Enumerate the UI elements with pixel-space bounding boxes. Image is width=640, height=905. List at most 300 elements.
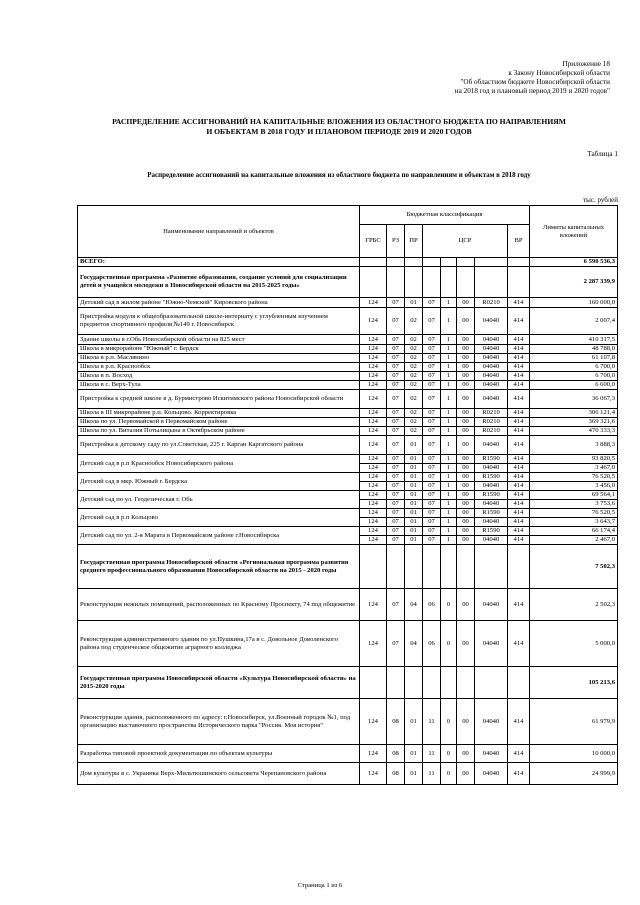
row-amount: 3 888,3 [530, 436, 618, 455]
code-grbs: 124 [360, 354, 387, 363]
header-name: Наименование направлений и объектов [78, 206, 360, 258]
table-row [78, 354, 618, 363]
code-vr [508, 267, 530, 298]
row-amount: 3 753,6 [530, 500, 618, 509]
code-grbs: 124 [360, 518, 387, 527]
code-c3 [457, 667, 475, 699]
code-c2: 0 [441, 763, 457, 785]
budget-table [77, 205, 618, 785]
code-c2: 1 [441, 527, 457, 536]
table-row [78, 298, 618, 308]
code-vr: 414 [508, 482, 530, 491]
header-vr: ВР [508, 225, 530, 258]
row-name: Детский сад по ул. 2-я Марата в Первомайском районе г.Новосибирска [78, 527, 360, 545]
code-vr: 414 [508, 409, 530, 418]
code-c3: 00 [457, 509, 475, 518]
code-vr [508, 667, 530, 699]
table-row [78, 381, 618, 390]
table-row [78, 308, 618, 335]
code-c3: 00 [457, 345, 475, 354]
code-c1 [423, 267, 441, 298]
code-c3: 00 [457, 381, 475, 390]
code-c3: 00 [457, 409, 475, 418]
code-c1: 07 [423, 390, 441, 409]
code-pr: 02 [405, 418, 423, 427]
row-amount: 2 287 339,9 [530, 267, 618, 298]
code-c1: 07 [423, 455, 441, 464]
code-vr [508, 258, 530, 267]
code-c2: 1 [441, 464, 457, 473]
code-vr: 414 [508, 464, 530, 473]
row-amount: 3 643,7 [530, 518, 618, 527]
row-name: Детский сад в р.п Краснообск Новосибирского района [78, 455, 360, 473]
row-name: Школа в р.п. Краснообск [78, 363, 360, 372]
code-rz: 07 [387, 298, 405, 308]
code-c1: 07 [423, 354, 441, 363]
code-grbs: 124 [360, 473, 387, 482]
code-rz [387, 545, 405, 589]
code-c4: R1590 [475, 473, 508, 482]
code-c1: 07 [423, 482, 441, 491]
code-c2: 1 [441, 345, 457, 354]
code-pr [405, 667, 423, 699]
code-c4: 04040 [475, 308, 508, 335]
code-c2: 1 [441, 363, 457, 372]
code-c2 [441, 267, 457, 298]
code-c2: 1 [441, 536, 457, 545]
row-name: Школа по ул. Виталия Потылицына в Октябрьском районе [78, 427, 360, 436]
code-c1 [423, 667, 441, 699]
table-body [78, 258, 618, 785]
code-pr: 01 [405, 509, 423, 518]
code-c3: 00 [457, 518, 475, 527]
code-c4: 04040 [475, 699, 508, 745]
row-amount: 76 520,5 [530, 473, 618, 482]
table-row [78, 363, 618, 372]
code-c4: 04040 [475, 745, 508, 763]
code-c3: 00 [457, 527, 475, 536]
code-c1: 07 [423, 409, 441, 418]
row-name: ВСЕГО: [78, 258, 360, 267]
code-pr: 02 [405, 409, 423, 418]
header-rz: РЗ [387, 225, 405, 258]
code-c4: R1590 [475, 509, 508, 518]
code-vr: 414 [508, 381, 530, 390]
code-grbs: 124 [360, 390, 387, 409]
code-pr: 01 [405, 482, 423, 491]
code-rz: 07 [387, 589, 405, 621]
row-amount: 24 999,9 [530, 763, 618, 785]
code-c2 [441, 258, 457, 267]
code-rz: 07 [387, 509, 405, 518]
code-rz: 07 [387, 372, 405, 381]
code-grbs: 124 [360, 763, 387, 785]
code-pr: 01 [405, 464, 423, 473]
row-amount: 69 564,1 [530, 491, 618, 500]
header-grbs: ГРБС [360, 225, 387, 258]
header-limits: Лимиты капитальных вложений [530, 206, 618, 258]
code-c3: 00 [457, 455, 475, 464]
code-pr: 01 [405, 745, 423, 763]
code-c2: 1 [441, 372, 457, 381]
row-amount: 306 121,4 [530, 409, 618, 418]
table-row [78, 667, 618, 699]
code-rz: 07 [387, 621, 405, 667]
code-c2: 1 [441, 335, 457, 345]
code-pr: 01 [405, 699, 423, 745]
code-pr: 02 [405, 372, 423, 381]
row-name: Школа в с. Верх-Тула [78, 381, 360, 390]
code-vr: 414 [508, 455, 530, 464]
row-amount: 5 000,0 [530, 621, 618, 667]
code-c3: 00 [457, 536, 475, 545]
code-c4: R1590 [475, 491, 508, 500]
document-title [60, 117, 618, 137]
row-amount: 3 467,0 [530, 464, 618, 473]
code-c3: 00 [457, 482, 475, 491]
table-row [78, 345, 618, 354]
code-pr [405, 267, 423, 298]
code-c3: 00 [457, 491, 475, 500]
code-c4: R1590 [475, 455, 508, 464]
row-amount: 6 600,0 [530, 381, 618, 390]
code-c1: 07 [423, 473, 441, 482]
row-name: Пристройка к средней школе в д. Бурмистрово Искитимского района Новосибирской области [78, 390, 360, 409]
appendix-block [350, 60, 610, 96]
code-c2: 1 [441, 381, 457, 390]
code-c2: 1 [441, 354, 457, 363]
code-c3 [457, 267, 475, 298]
code-c1: 07 [423, 500, 441, 509]
code-pr: 02 [405, 308, 423, 335]
row-name: Детский сад в р.п Кольцово [78, 509, 360, 527]
code-c4: R0210 [475, 298, 508, 308]
code-c3: 00 [457, 372, 475, 381]
code-c1: 11 [423, 699, 441, 745]
code-rz [387, 258, 405, 267]
header-csr: ЦСР [423, 225, 508, 258]
row-amount: 93 820,5 [530, 455, 618, 464]
table-row [78, 621, 618, 667]
code-vr [508, 545, 530, 589]
row-name: Разработка типовой проектной документации по объектам культуры [78, 745, 360, 763]
row-name: Реконструкция административного здания по ул.Пушкина,17а в с. Довольное Доволенского района под студенческое общежитие аграрного колледжа [78, 621, 360, 667]
row-name: Школа по ул. Первомайской в Первомайском районе [78, 418, 360, 427]
code-c4 [475, 667, 508, 699]
code-grbs: 124 [360, 427, 387, 436]
code-c3: 00 [457, 298, 475, 308]
row-amount: 105 213,6 [530, 667, 618, 699]
row-amount: 76 520,5 [530, 509, 618, 518]
code-pr: 01 [405, 518, 423, 527]
code-grbs: 124 [360, 464, 387, 473]
code-grbs: 124 [360, 308, 387, 335]
code-c1: 07 [423, 536, 441, 545]
code-vr: 414 [508, 589, 530, 621]
row-name: Государственная программа «Развитие образования, создание условий для социализации детей и учащейся молодежи в Новосибирской области на 2015-2025 годы» [78, 267, 360, 298]
row-amount: 7 502,3 [530, 545, 618, 589]
row-name: Здание школы в г.Обь Новосибирской области на 825 мест [78, 335, 360, 345]
code-grbs: 124 [360, 436, 387, 455]
row-amount: 2 467,0 [530, 536, 618, 545]
code-c3: 00 [457, 427, 475, 436]
code-vr: 414 [508, 418, 530, 427]
code-pr [405, 258, 423, 267]
code-vr: 414 [508, 354, 530, 363]
code-rz: 07 [387, 418, 405, 427]
row-name: Реконструкция нежилых помещений, расположенных по Красному Проспекту, 74 под общежитие [78, 589, 360, 621]
code-c3: 00 [457, 363, 475, 372]
code-c2: 1 [441, 298, 457, 308]
row-amount: 61 107,8 [530, 354, 618, 363]
table-row [78, 335, 618, 345]
code-rz: 07 [387, 335, 405, 345]
row-amount: 3 456,0 [530, 482, 618, 491]
code-vr: 414 [508, 500, 530, 509]
row-name: Дом культуры в с. Украинка Верх-Мильтюшинского сельсовета Черепановского района [78, 763, 360, 785]
code-rz: 08 [387, 745, 405, 763]
code-rz: 07 [387, 436, 405, 455]
code-c2: 0 [441, 745, 457, 763]
code-vr: 414 [508, 745, 530, 763]
code-c4: 04040 [475, 464, 508, 473]
code-rz: 07 [387, 464, 405, 473]
code-rz: 07 [387, 381, 405, 390]
row-name: Реконструкция здания, расположенного по адресу: г.Новосибирск, ул.Военный городок №1, под организацию выставочного пространства Исторического парка "Россия. Моя история" [78, 699, 360, 745]
code-c4: R0210 [475, 409, 508, 418]
row-amount: 6 590 536,3 [530, 258, 618, 267]
code-pr: 01 [405, 473, 423, 482]
row-amount: 2 502,3 [530, 589, 618, 621]
code-c3 [457, 545, 475, 589]
code-c3: 00 [457, 390, 475, 409]
code-c3: 00 [457, 763, 475, 785]
code-c2: 1 [441, 482, 457, 491]
code-c3: 00 [457, 464, 475, 473]
table-row [78, 473, 618, 482]
code-c2 [441, 545, 457, 589]
title-line-2: И ОБЪЕКТАМ В 2018 ГОДУ И ПЛАНОВОМ ПЕРИОДЕ 2019 И 2020 ГОДОВ [206, 127, 472, 136]
code-vr: 414 [508, 491, 530, 500]
code-pr: 01 [405, 527, 423, 536]
code-c4: 04040 [475, 335, 508, 345]
code-grbs: 124 [360, 418, 387, 427]
code-c2 [441, 667, 457, 699]
code-pr: 02 [405, 363, 423, 372]
code-c1: 07 [423, 418, 441, 427]
code-grbs [360, 267, 387, 298]
code-vr: 414 [508, 363, 530, 372]
code-c1: 07 [423, 436, 441, 455]
row-name: Школа в микрорайоне "Южный" г. Бердск [78, 345, 360, 354]
code-vr: 414 [508, 308, 530, 335]
code-vr: 414 [508, 298, 530, 308]
code-c2: 1 [441, 436, 457, 455]
code-vr: 414 [508, 427, 530, 436]
code-grbs [360, 545, 387, 589]
code-rz: 07 [387, 409, 405, 418]
row-name: Школа в III микрорайоне р.п. Кольцово. Корректировка [78, 409, 360, 418]
code-grbs [360, 258, 387, 267]
code-grbs: 124 [360, 621, 387, 667]
code-c1: 07 [423, 308, 441, 335]
table-row [78, 509, 618, 518]
code-pr: 02 [405, 427, 423, 436]
code-c2: 1 [441, 473, 457, 482]
code-rz: 07 [387, 363, 405, 372]
code-vr: 414 [508, 527, 530, 536]
code-rz: 08 [387, 763, 405, 785]
code-c4: 04040 [475, 363, 508, 372]
code-rz: 07 [387, 427, 405, 436]
code-pr: 01 [405, 536, 423, 545]
table-row [78, 763, 618, 785]
code-c3: 00 [457, 589, 475, 621]
code-grbs: 124 [360, 298, 387, 308]
code-pr: 04 [405, 589, 423, 621]
code-grbs: 124 [360, 491, 387, 500]
code-c2: 1 [441, 518, 457, 527]
code-c2: 1 [441, 390, 457, 409]
table-row [78, 589, 618, 621]
code-vr: 414 [508, 518, 530, 527]
code-vr: 414 [508, 345, 530, 354]
code-grbs: 124 [360, 409, 387, 418]
code-c4: R1590 [475, 527, 508, 536]
code-grbs: 124 [360, 527, 387, 536]
code-pr: 01 [405, 298, 423, 308]
code-c4: 04040 [475, 354, 508, 363]
appendix-line-1: Приложение 18 [562, 60, 610, 68]
code-rz: 07 [387, 308, 405, 335]
code-rz: 08 [387, 699, 405, 745]
page-footer: Страница 1 из 6 [297, 882, 343, 889]
units-label: тыс. рублей [583, 196, 618, 204]
code-c1: 11 [423, 763, 441, 785]
row-amount: 410 317,5 [530, 335, 618, 345]
code-c2: 1 [441, 509, 457, 518]
code-c2: 1 [441, 427, 457, 436]
code-rz: 07 [387, 536, 405, 545]
row-amount: 36 067,3 [530, 390, 618, 409]
table-row [78, 545, 618, 589]
code-c2: 0 [441, 589, 457, 621]
code-grbs: 124 [360, 345, 387, 354]
code-vr: 414 [508, 509, 530, 518]
code-c3: 00 [457, 500, 475, 509]
row-name: Детский сад в мкр. Южный г. Бердска [78, 473, 360, 491]
table-subtitle: Распределение ассигнований на капитальные вложения из областного бюджета по направлениям и объектам в 2018 году [147, 171, 531, 179]
code-rz [387, 267, 405, 298]
code-c1: 11 [423, 745, 441, 763]
code-c1: 07 [423, 335, 441, 345]
row-amount: 6 700,0 [530, 372, 618, 381]
code-rz: 07 [387, 518, 405, 527]
row-amount: 160 000,0 [530, 298, 618, 308]
code-c4: 04040 [475, 482, 508, 491]
table-header [78, 206, 618, 258]
code-vr: 414 [508, 473, 530, 482]
code-rz: 07 [387, 482, 405, 491]
code-c1: 07 [423, 518, 441, 527]
appendix-line-2: к Закону Новосибирской области [508, 69, 610, 77]
code-grbs: 124 [360, 509, 387, 518]
row-name: Школа в р.п. Маслянино [78, 354, 360, 363]
code-c1: 07 [423, 527, 441, 536]
code-grbs: 124 [360, 455, 387, 464]
code-vr: 414 [508, 436, 530, 455]
code-c1: 06 [423, 621, 441, 667]
code-c1: 07 [423, 345, 441, 354]
code-c4 [475, 545, 508, 589]
code-vr: 414 [508, 390, 530, 409]
code-c4 [475, 267, 508, 298]
code-grbs: 124 [360, 745, 387, 763]
code-rz: 07 [387, 473, 405, 482]
code-c3: 00 [457, 473, 475, 482]
code-c2: 1 [441, 418, 457, 427]
code-rz: 07 [387, 527, 405, 536]
code-c4: 04040 [475, 763, 508, 785]
row-amount: 48 788,0 [530, 345, 618, 354]
code-pr: 02 [405, 345, 423, 354]
row-name: Школа в п. Восход [78, 372, 360, 381]
code-c3: 00 [457, 699, 475, 745]
code-grbs: 124 [360, 589, 387, 621]
code-rz: 07 [387, 455, 405, 464]
code-c2: 1 [441, 455, 457, 464]
code-c3: 00 [457, 621, 475, 667]
code-c1: 07 [423, 298, 441, 308]
code-vr: 414 [508, 699, 530, 745]
code-c1: 07 [423, 372, 441, 381]
code-rz: 07 [387, 500, 405, 509]
code-c4: 04040 [475, 589, 508, 621]
code-c1: 07 [423, 509, 441, 518]
code-c4: R0210 [475, 427, 508, 436]
code-grbs: 124 [360, 381, 387, 390]
code-c3 [457, 258, 475, 267]
code-c1: 07 [423, 491, 441, 500]
row-name: Государственная программа Новосибирской области «Региональная программа развития среднего профессионального образования Новосибирской области на 2015 - 2020 годы [78, 545, 360, 589]
code-c4: 04040 [475, 536, 508, 545]
code-c4: 04040 [475, 436, 508, 455]
table-row [78, 491, 618, 500]
code-grbs: 124 [360, 699, 387, 745]
code-c1: 06 [423, 589, 441, 621]
row-name: Детский сад в жилом районе "Южно-Чемской" Кировского района [78, 298, 360, 308]
code-grbs: 124 [360, 482, 387, 491]
code-c2: 1 [441, 500, 457, 509]
code-grbs: 124 [360, 335, 387, 345]
row-amount: 61 979,9 [530, 699, 618, 745]
code-rz [387, 667, 405, 699]
code-c1 [423, 258, 441, 267]
code-c2: 0 [441, 621, 457, 667]
code-pr: 01 [405, 455, 423, 464]
row-name: Детский сад по ул. Геодезическая г. Обь [78, 491, 360, 509]
code-grbs: 124 [360, 372, 387, 381]
code-rz: 07 [387, 390, 405, 409]
code-pr: 01 [405, 491, 423, 500]
code-pr: 01 [405, 763, 423, 785]
code-c3: 00 [457, 335, 475, 345]
code-pr: 02 [405, 335, 423, 345]
table-number: Таблица 1 [587, 150, 618, 158]
code-pr: 04 [405, 621, 423, 667]
code-vr: 414 [508, 763, 530, 785]
code-c1: 07 [423, 381, 441, 390]
